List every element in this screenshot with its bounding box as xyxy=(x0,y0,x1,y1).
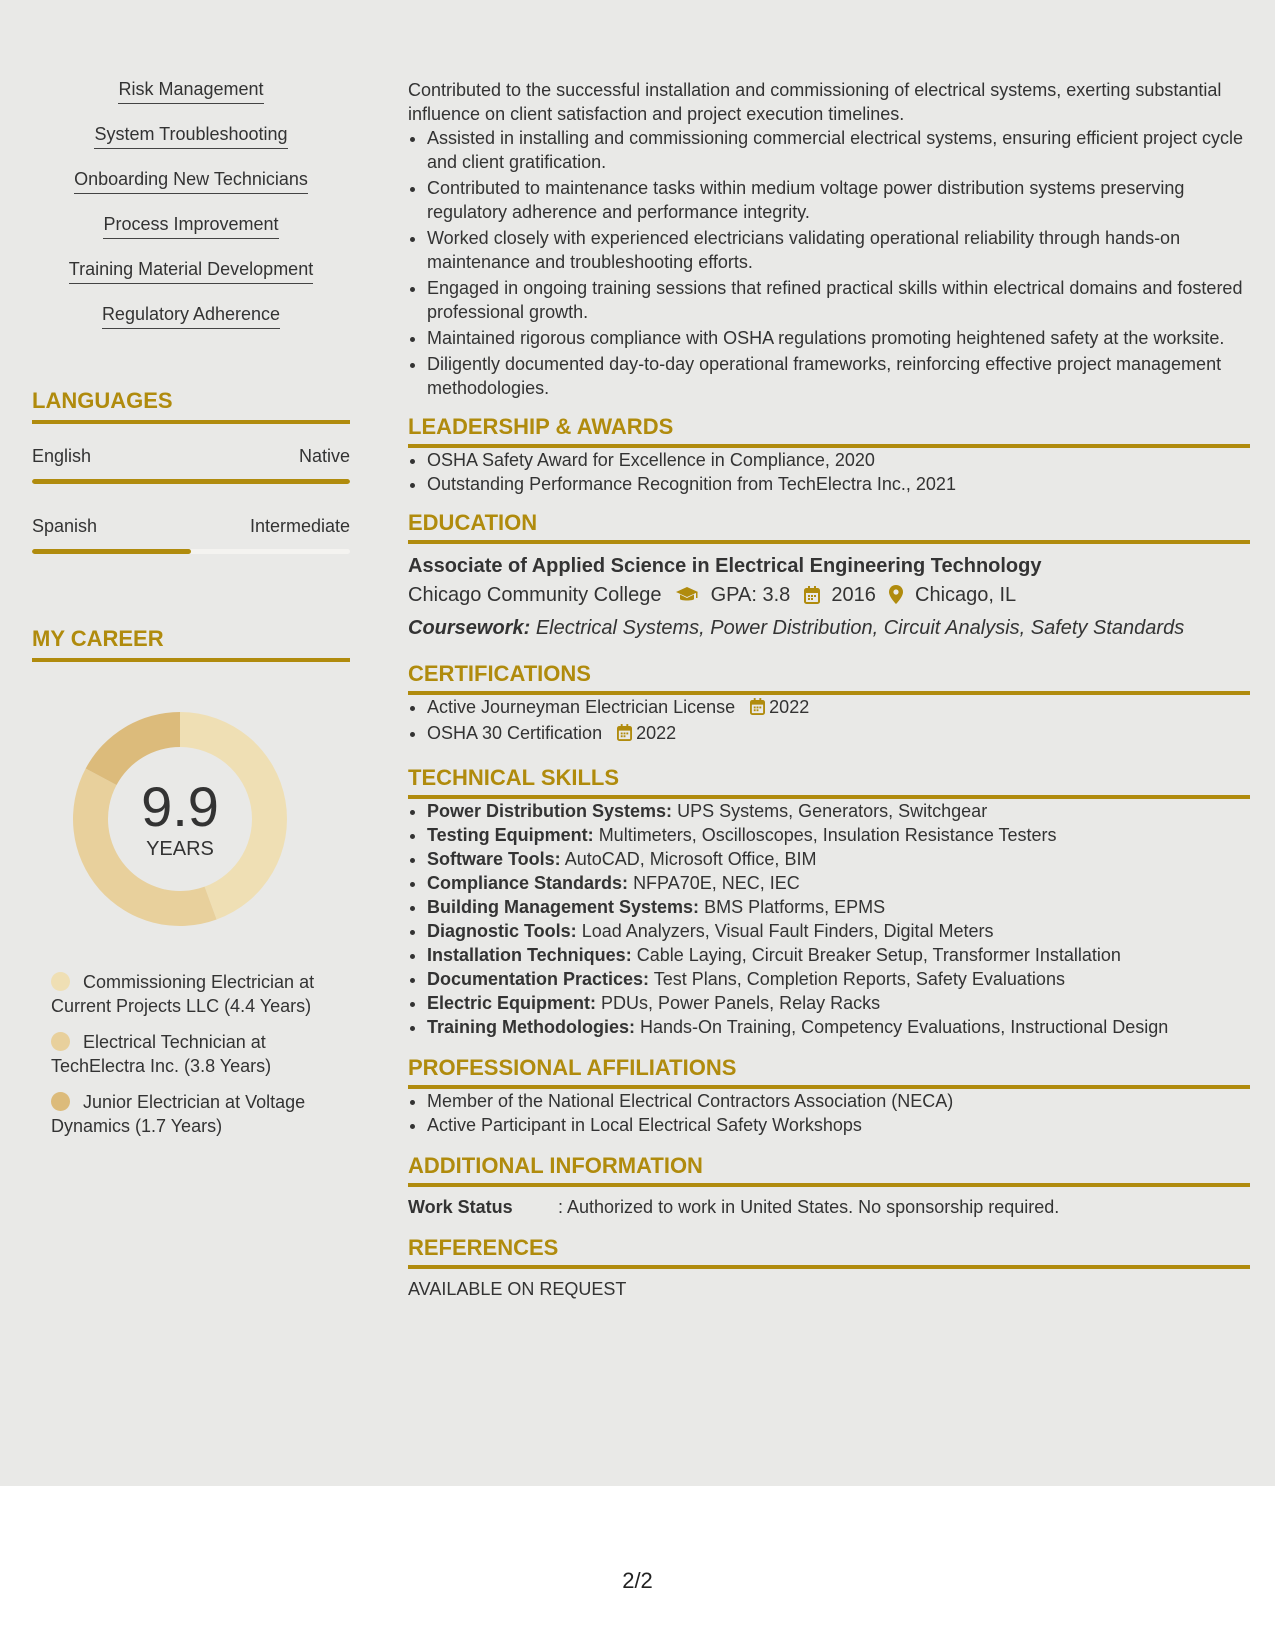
list-item xyxy=(32,303,350,348)
skill-category: Compliance Standards: xyxy=(427,873,629,893)
list-item xyxy=(427,695,1250,721)
skill-values: Load Analyzers, Visual Fault Finders, Digital Meters xyxy=(581,921,994,941)
work-status-row xyxy=(408,1195,1250,1219)
language-english xyxy=(32,446,350,484)
certifications-section xyxy=(408,661,1250,747)
list-item xyxy=(427,823,1250,847)
list-item: • Member of the National Electrical Contractors Association (NECA) xyxy=(427,1089,1250,1113)
list-item xyxy=(427,991,1250,1015)
list-item xyxy=(427,895,1250,919)
section-heading: TECHNICAL SKILLS xyxy=(408,765,1250,799)
certifications-list xyxy=(408,695,1250,747)
skill-values: NFPA70E, NEC, IEC xyxy=(633,873,800,893)
affiliations-section xyxy=(408,1055,1250,1137)
list-item: • Contributed to maintenance tasks within medium voltage power distribution systems preserving regulatory adherence and performance integrity. xyxy=(427,176,1250,224)
certification-name: Active Journeyman Electrician License xyxy=(427,697,736,717)
skill-values: Multimeters, Oscilloscopes, Insulation Resistance Testers xyxy=(598,825,1057,845)
skill-category: Testing Equipment: xyxy=(427,825,594,845)
skill-category: Training Methodologies: xyxy=(427,1017,635,1037)
list-item xyxy=(427,943,1250,967)
references-text: AVAILABLE ON REQUEST xyxy=(408,1279,627,1299)
skill-category: Building Management Systems: xyxy=(427,897,700,917)
list-item: • Worked closely with experienced electricians validating operational reliability through hands-on maintenance and troubleshooting efforts. xyxy=(427,226,1250,274)
skill-tag: Onboarding New Technicians xyxy=(74,168,308,194)
career-heading: MY CAREER xyxy=(32,626,350,662)
skill-values: UPS Systems, Generators, Switchgear xyxy=(677,801,988,821)
language-level: Native xyxy=(298,446,350,466)
skill-values: BMS Platforms, EPMS xyxy=(704,897,886,917)
skill-values: Cable Laying, Circuit Breaker Setup, Transformer Installation xyxy=(636,945,1121,965)
career-legend xyxy=(32,970,350,1138)
skill-tag: System Troubleshooting xyxy=(94,123,287,149)
sidebar xyxy=(32,78,350,1150)
list-item xyxy=(427,799,1250,823)
skill-values: PDUs, Power Panels, Relay Racks xyxy=(601,993,881,1013)
skill-tag: Process Improvement xyxy=(103,213,278,239)
leadership-list xyxy=(408,448,1250,496)
degree-title: Associate of Applied Science in Electrical Engineering Technology xyxy=(408,555,1042,577)
skill-category: Power Distribution Systems: xyxy=(427,801,673,821)
list-item: • OSHA Safety Award for Excellence in Compliance, 2020 xyxy=(427,448,1250,472)
skill-category: Installation Techniques: xyxy=(427,945,632,965)
list-item xyxy=(427,919,1250,943)
legend-dot xyxy=(51,972,70,991)
language-name: Spanish xyxy=(32,516,98,536)
career-unit: YEARS xyxy=(146,837,214,860)
certification-year: 2022 xyxy=(636,723,677,743)
proficiency-fill xyxy=(32,479,350,484)
skill-values: Test Plans, Completion Reports, Safety Evaluations xyxy=(653,969,1065,989)
language-level: Intermediate xyxy=(249,516,350,536)
legend-label: Electrical Technician at TechElectra Inc. (3.8 Years) xyxy=(51,1032,272,1076)
legend-item xyxy=(51,1090,350,1138)
list-item: • Diligently documented day-to-day operational frameworks, reinforcing effective project management methodologies. xyxy=(427,352,1250,400)
section-heading: EDUCATION xyxy=(408,510,1250,544)
list-item: • Active Participant in Local Electrical Safety Workshops xyxy=(427,1113,1250,1137)
calendar-icon xyxy=(617,723,632,747)
list-item xyxy=(427,1015,1250,1039)
section-heading: LEADERSHIP & AWARDS xyxy=(408,414,1250,448)
language-spanish xyxy=(32,516,350,554)
education-details xyxy=(408,580,1250,613)
proficiency-bar xyxy=(32,549,350,554)
list-item: • Maintained rigorous compliance with OSHA regulations promoting heightened safety at the worksite. xyxy=(427,326,1250,350)
legend-item xyxy=(51,1030,350,1078)
proficiency-fill xyxy=(32,549,191,554)
legend-label: Commissioning Electrician at Current Projects LLC (4.4 Years) xyxy=(51,972,315,1016)
additional-info-section xyxy=(408,1153,1250,1219)
legend-label: Junior Electrician at Voltage Dynamics (1.7 Years) xyxy=(51,1092,306,1136)
gpa: GPA: 3.8 xyxy=(710,584,791,606)
skill-tag: Regulatory Adherence xyxy=(102,303,280,329)
skill-values: Hands-On Training, Competency Evaluations, Instructional Design xyxy=(640,1017,1169,1037)
skill-values: AutoCAD, Microsoft Office, BIM xyxy=(564,849,817,869)
list-item xyxy=(32,123,350,168)
coursework xyxy=(408,613,1250,643)
list-item xyxy=(32,213,350,258)
coursework-list: Electrical Systems, Power Distribution, Circuit Analysis, Safety Standards xyxy=(535,617,1185,639)
calendar-icon xyxy=(750,697,765,721)
skills-list xyxy=(32,78,350,348)
language-name: English xyxy=(32,446,92,466)
list-item: • Engaged in ongoing training sessions that refined practical skills within electrical domains and fostered professional growth. xyxy=(427,276,1250,324)
references-section xyxy=(408,1235,1250,1301)
list-item xyxy=(427,847,1250,871)
legend-dot xyxy=(51,1092,70,1111)
list-item xyxy=(427,721,1250,747)
experience-intro: Contributed to the successful installation and commissioning of electrical systems, exerting substantial influence on client satisfaction and project execution timelines. xyxy=(408,80,1222,124)
school-location: Chicago, IL xyxy=(915,584,1017,606)
skill-category: Documentation Practices: xyxy=(427,969,650,989)
section-heading: ADDITIONAL INFORMATION xyxy=(408,1153,1250,1187)
list-item: • Assisted in installing and commissioning commercial electrical systems, ensuring efficient project cycle and client gratification. xyxy=(427,126,1250,174)
certification-name: OSHA 30 Certification xyxy=(427,723,603,743)
info-value: : Authorized to work in United States. No sponsorship required. xyxy=(558,1197,1060,1217)
skill-category: Software Tools: xyxy=(427,849,561,869)
location-pin-icon xyxy=(889,583,903,613)
calendar-icon xyxy=(804,583,820,613)
section-heading: REFERENCES xyxy=(408,1235,1250,1269)
certification-year: 2022 xyxy=(769,697,810,717)
skill-category: Diagnostic Tools: xyxy=(427,921,577,941)
list-item xyxy=(32,78,350,123)
info-label: Work Status xyxy=(408,1197,513,1217)
main-content xyxy=(408,78,1250,1301)
languages-heading: LANGUAGES xyxy=(32,388,350,424)
list-item xyxy=(32,258,350,303)
list-item xyxy=(427,871,1250,895)
education-section xyxy=(408,510,1250,643)
affiliations-list xyxy=(408,1089,1250,1137)
technical-skills-list xyxy=(408,799,1250,1039)
skill-tag: Risk Management xyxy=(118,78,263,104)
graduation-year: 2016 xyxy=(831,584,876,606)
skill-category: Electric Equipment: xyxy=(427,993,597,1013)
list-item xyxy=(32,168,350,213)
skill-tag: Training Material Development xyxy=(69,258,313,284)
career-donut-chart xyxy=(65,704,295,934)
section-heading: CERTIFICATIONS xyxy=(408,661,1250,695)
experience-bullets xyxy=(408,126,1250,400)
coursework-label: Coursework: xyxy=(408,617,531,639)
list-item xyxy=(427,967,1250,991)
leadership-section xyxy=(408,414,1250,496)
technical-skills-section xyxy=(408,765,1250,1039)
graduation-cap-icon xyxy=(675,583,699,613)
legend-item xyxy=(51,970,350,1018)
career-total: 9.9 xyxy=(141,774,219,838)
page-number: 2/2 xyxy=(622,1568,653,1593)
section-heading: PROFESSIONAL AFFILIATIONS xyxy=(408,1055,1250,1089)
legend-dot xyxy=(51,1032,70,1051)
list-item: • Outstanding Performance Recognition from TechElectra Inc., 2021 xyxy=(427,472,1250,496)
school-name: Chicago Community College xyxy=(408,584,662,606)
proficiency-bar xyxy=(32,479,350,484)
